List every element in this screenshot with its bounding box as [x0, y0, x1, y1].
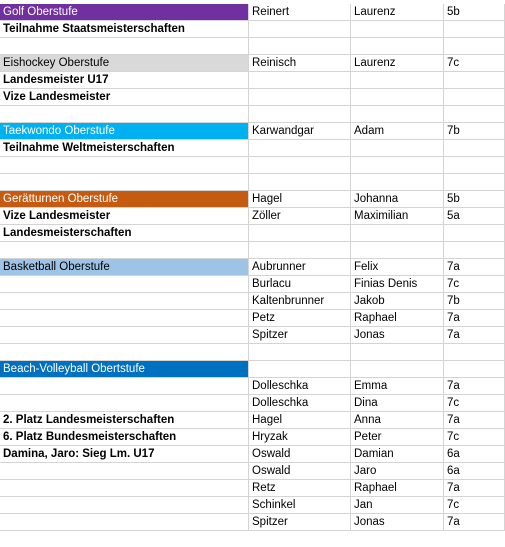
cell-class[interactable]: [444, 344, 505, 361]
cell-section[interactable]: Damina, Jaro: Sieg Lm. U17: [0, 446, 249, 463]
cell-class[interactable]: 5b: [444, 191, 505, 208]
cell-lastname[interactable]: Oswald: [249, 463, 351, 480]
cell-class[interactable]: [444, 72, 505, 89]
cell-section[interactable]: Vize Landesmeister: [0, 89, 249, 106]
cell-firstname[interactable]: [351, 140, 444, 157]
cell-lastname[interactable]: Petz: [249, 310, 351, 327]
section-header-beachvolleyball[interactable]: Beach-Volleyball Obertstufe: [0, 361, 249, 378]
cell-class[interactable]: 7c: [444, 429, 505, 446]
table-row: [0, 123, 505, 140]
cell-firstname[interactable]: Jaro: [351, 463, 444, 480]
table-row: [0, 157, 505, 174]
cell-lastname[interactable]: [249, 344, 351, 361]
cell-class[interactable]: 5a: [444, 208, 505, 225]
cell-class[interactable]: [444, 106, 505, 123]
cell-lastname[interactable]: Reinisch: [249, 55, 351, 72]
cell-firstname[interactable]: [351, 157, 444, 174]
cell-class[interactable]: 7c: [444, 276, 505, 293]
cell-lastname[interactable]: [249, 225, 351, 242]
table-row: [0, 38, 505, 55]
cell-firstname[interactable]: Damian: [351, 446, 444, 463]
cell-section[interactable]: Teilnahme Weltmeisterschaften: [0, 140, 249, 157]
cell-lastname[interactable]: Spitzer: [249, 514, 351, 531]
cell-section[interactable]: [0, 327, 249, 344]
cell-class[interactable]: [444, 157, 505, 174]
cell-class[interactable]: [444, 225, 505, 242]
cell-class[interactable]: [444, 21, 505, 38]
table-row: [0, 140, 505, 157]
cell-lastname[interactable]: [249, 38, 351, 55]
cell-lastname[interactable]: [249, 242, 351, 259]
table-row: [0, 327, 505, 344]
cell-lastname[interactable]: Karwandgar: [249, 123, 351, 140]
cell-section[interactable]: [0, 344, 249, 361]
table-row: [0, 21, 505, 38]
cell-lastname[interactable]: Retz: [249, 480, 351, 497]
cell-firstname[interactable]: Johanna: [351, 191, 444, 208]
cell-class[interactable]: 7c: [444, 395, 505, 412]
cell-lastname[interactable]: [249, 361, 351, 378]
cell-firstname[interactable]: Raphael: [351, 310, 444, 327]
cell-class[interactable]: 7b: [444, 293, 505, 310]
cell-firstname[interactable]: Emma: [351, 378, 444, 395]
cell-section[interactable]: [0, 157, 249, 174]
cell-lastname[interactable]: [249, 157, 351, 174]
cell-lastname[interactable]: [249, 89, 351, 106]
cell-firstname[interactable]: Finias Denis: [351, 276, 444, 293]
cell-firstname[interactable]: Raphael: [351, 480, 444, 497]
cell-class[interactable]: 7c: [444, 55, 505, 72]
cell-section[interactable]: 6. Platz Bundesmeisterschaften: [0, 429, 249, 446]
cell-firstname[interactable]: [351, 89, 444, 106]
cell-class[interactable]: [444, 140, 505, 157]
cell-class[interactable]: 5b: [444, 4, 505, 21]
cell-class[interactable]: [444, 242, 505, 259]
cell-section[interactable]: [0, 514, 249, 531]
cell-class[interactable]: 6a: [444, 463, 505, 480]
cell-firstname[interactable]: Felix: [351, 259, 444, 276]
cell-section[interactable]: Landesmeister U17: [0, 72, 249, 89]
cell-section[interactable]: Teilnahme Staatsmeisterschaften: [0, 21, 249, 38]
cell-lastname[interactable]: [249, 106, 351, 123]
table-row: [0, 497, 505, 514]
cell-firstname[interactable]: Anna: [351, 412, 444, 429]
cell-section[interactable]: Vize Landesmeister: [0, 208, 249, 225]
cell-lastname[interactable]: Schinkel: [249, 497, 351, 514]
table-row: [0, 89, 505, 106]
cell-lastname[interactable]: Reinert: [249, 4, 351, 21]
cell-firstname[interactable]: Peter: [351, 429, 444, 446]
cell-firstname[interactable]: [351, 38, 444, 55]
cell-class[interactable]: 7a: [444, 378, 505, 395]
cell-class[interactable]: 7b: [444, 123, 505, 140]
table-row: [0, 174, 505, 191]
cell-section[interactable]: [0, 174, 249, 191]
cell-firstname[interactable]: [351, 174, 444, 191]
cell-class[interactable]: 7a: [444, 514, 505, 531]
cell-firstname[interactable]: Jonas: [351, 514, 444, 531]
table-row: [0, 208, 505, 225]
table-row: [0, 378, 505, 395]
cell-section[interactable]: 2. Platz Landesmeisterschaften: [0, 412, 249, 429]
cell-firstname[interactable]: Laurenz: [351, 4, 444, 21]
cell-class[interactable]: 7a: [444, 412, 505, 429]
cell-lastname[interactable]: Hryzak: [249, 429, 351, 446]
table-row: [0, 395, 505, 412]
cell-section[interactable]: [0, 395, 249, 412]
cell-firstname[interactable]: [351, 72, 444, 89]
cell-section[interactable]: [0, 293, 249, 310]
cell-firstname[interactable]: [351, 242, 444, 259]
cell-firstname[interactable]: Maximilian: [351, 208, 444, 225]
table-row: [0, 242, 505, 259]
table-row: [0, 225, 505, 242]
section-header-taekwondo[interactable]: Taekwondo Oberstufe: [0, 123, 249, 140]
cell-section[interactable]: [0, 276, 249, 293]
table-row: [0, 514, 505, 531]
cell-lastname[interactable]: [249, 140, 351, 157]
table-row: [0, 293, 505, 310]
table-row: [0, 446, 505, 463]
cell-firstname[interactable]: Jan: [351, 497, 444, 514]
cell-lastname[interactable]: [249, 174, 351, 191]
cell-firstname[interactable]: Jonas: [351, 327, 444, 344]
cell-section[interactable]: [0, 38, 249, 55]
cell-firstname[interactable]: [351, 361, 444, 378]
cell-lastname[interactable]: Kaltenbrunner: [249, 293, 351, 310]
cell-class[interactable]: 6a: [444, 446, 505, 463]
section-header-golf[interactable]: Golf Oberstufe: [0, 4, 249, 21]
cell-lastname[interactable]: Hagel: [249, 412, 351, 429]
table-row: [0, 106, 505, 123]
table-row: [0, 463, 505, 480]
table-row: [0, 429, 505, 446]
cell-lastname[interactable]: [249, 21, 351, 38]
table-row: [0, 361, 505, 378]
table-row: [0, 55, 505, 72]
section-header-eishockey[interactable]: Eishockey Oberstufe: [0, 55, 249, 72]
cell-section[interactable]: [0, 497, 249, 514]
cell-class[interactable]: [444, 38, 505, 55]
table-row: [0, 259, 505, 276]
cell-lastname[interactable]: [249, 72, 351, 89]
cell-lastname[interactable]: Hagel: [249, 191, 351, 208]
cell-section[interactable]: [0, 480, 249, 497]
cell-class[interactable]: [444, 89, 505, 106]
cell-lastname[interactable]: Oswald: [249, 446, 351, 463]
section-header-geraetturnen[interactable]: Gerätturnen Oberstufe: [0, 191, 249, 208]
table-row: [0, 412, 505, 429]
section-header-basketball[interactable]: Basketball Oberstufe: [0, 259, 249, 276]
cell-class[interactable]: 7a: [444, 480, 505, 497]
cell-class[interactable]: 7a: [444, 310, 505, 327]
table-row: [0, 191, 505, 208]
cell-firstname[interactable]: [351, 106, 444, 123]
cell-firstname[interactable]: [351, 344, 444, 361]
table-row: [0, 276, 505, 293]
cell-class[interactable]: 7a: [444, 327, 505, 344]
cell-section[interactable]: [0, 242, 249, 259]
cell-section[interactable]: Landesmeisterschaften: [0, 225, 249, 242]
table-row: [0, 344, 505, 361]
cell-firstname[interactable]: Adam: [351, 123, 444, 140]
cell-firstname[interactable]: [351, 21, 444, 38]
cell-firstname[interactable]: Laurenz: [351, 55, 444, 72]
cell-class[interactable]: [444, 361, 505, 378]
cell-lastname[interactable]: Burlacu: [249, 276, 351, 293]
table-row: [0, 480, 505, 497]
table-row: [0, 72, 505, 89]
cell-section[interactable]: [0, 310, 249, 327]
cell-lastname[interactable]: Dolleschka: [249, 378, 351, 395]
cell-section[interactable]: [0, 106, 249, 123]
cell-lastname[interactable]: Zöller: [249, 208, 351, 225]
cell-class[interactable]: [444, 174, 505, 191]
cell-lastname[interactable]: Spitzer: [249, 327, 351, 344]
table-row: [0, 4, 505, 21]
table-row: [0, 310, 505, 327]
cell-firstname[interactable]: [351, 225, 444, 242]
cell-section[interactable]: [0, 463, 249, 480]
cell-lastname[interactable]: Dolleschka: [249, 395, 351, 412]
cell-lastname[interactable]: Aubrunner: [249, 259, 351, 276]
cell-firstname[interactable]: Dina: [351, 395, 444, 412]
cell-class[interactable]: 7c: [444, 497, 505, 514]
cell-firstname[interactable]: Jakob: [351, 293, 444, 310]
cell-class[interactable]: 7a: [444, 259, 505, 276]
cell-section[interactable]: [0, 378, 249, 395]
